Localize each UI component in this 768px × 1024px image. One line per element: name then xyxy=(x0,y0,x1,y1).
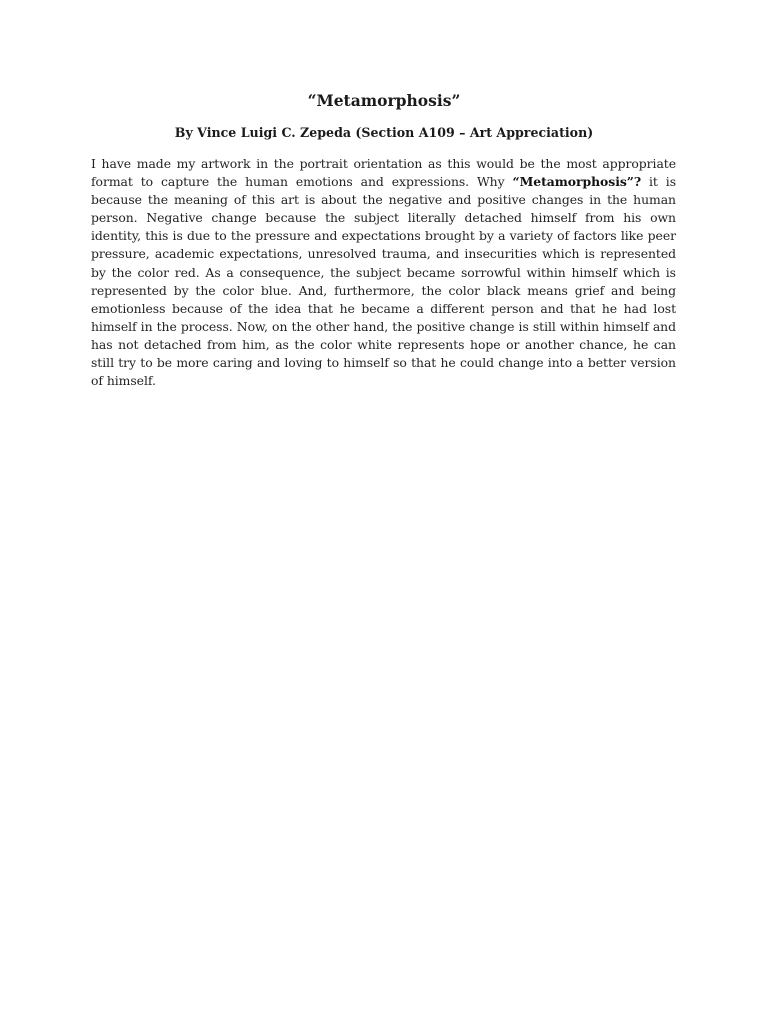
body-paragraph xyxy=(91,155,676,390)
paragraph-bold-term: “Metamorphosis”? xyxy=(512,174,642,190)
document-title: “Metamorphosis” xyxy=(307,91,461,110)
paragraph-rest: it is because the meaning of this art is about the negative and positive changes in the human person. Negative change because the subject literally detached himself from his own identity, this is due to the pressure and expectations brought by a variety of factors like peer pressure, academic expectations, unresolved trauma, and insecurities which is represented by the color red. As a consequence, the subject became sorrowful within himself which is represented by the color blue. And, furthermore, the color black means grief and being emotionless because of the idea that he became a different person and that he had lost himself in the process. Now, on the other hand, the positive change is still within himself and has not detached from him, as the color white represents hope or another chance, he can still try to be more caring and loving to himself so that he could change into a better version of himself. xyxy=(91,174,676,389)
document-byline: By Vince Luigi C. Zepeda (Section A109 – Art Appreciation) xyxy=(174,125,594,140)
paragraph-intro: I have made my artwork in the portrait orientation as this would be the most appropriate format to capture the human emotions and expressions. Why xyxy=(91,156,676,190)
